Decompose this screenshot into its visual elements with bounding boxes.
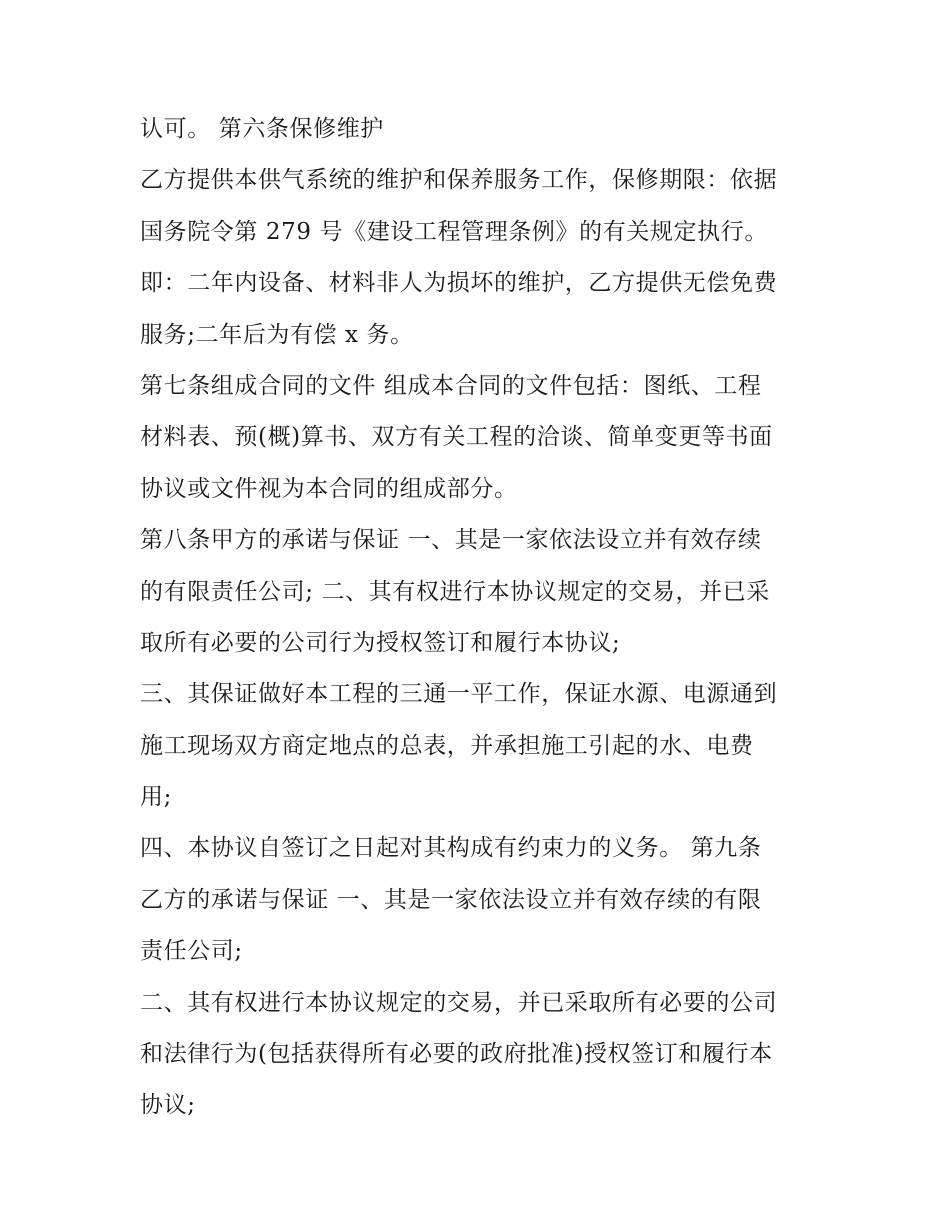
text-line: 协议或文件视为本合同的组成部分。 <box>140 475 518 502</box>
text-line: 乙方提供本供气系统的维护和保养服务工作，保修期限：依据 <box>140 167 778 194</box>
text-line: 的有限责任公司; 二、其有权进行本协议规定的交易，并已采 <box>140 578 770 605</box>
text-line: 四、本协议自签订之日起对其构成有约束力的义务。 第九条 <box>140 835 762 862</box>
text-line: 协议; <box>140 1092 196 1119</box>
document-body <box>140 104 820 1132</box>
text-line: 责任公司; <box>140 938 243 965</box>
text-line: 三、其保证做好本工程的三通一平工作，保证水源、电源通到 <box>140 681 778 708</box>
text-line: 取所有必要的公司行为授权签订和履行本协议; <box>140 629 621 656</box>
text-line: 第八条甲方的承诺与保证 一、其是一家依法设立并有效存续 <box>140 527 762 554</box>
text-line: 材料表、预(概)算书、双方有关工程的洽谈、简单变更等书面 <box>140 424 773 451</box>
text-line: 二、其有权进行本协议规定的交易，并已采取所有必要的公司 <box>140 989 778 1016</box>
text-line: 服务;二年后为有偿 x 务。 <box>140 321 414 348</box>
text-line: 乙方的承诺与保证 一、其是一家依法设立并有效存续的有限 <box>140 886 762 913</box>
text-line: 施工现场双方商定地点的总表，并承担施工引起的水、电费 <box>140 732 754 759</box>
text-line: 和法律行为(包括获得所有必要的政府批准)授权签订和履行本 <box>140 1041 773 1068</box>
text-line: 用; <box>140 784 172 811</box>
text-line: 认可。 第六条保修维护 <box>140 116 384 142</box>
text-line: 即：二年内设备、材料非人为损坏的维护，乙方提供无偿免费 <box>140 270 778 297</box>
text-line: 国务院令第 279 号《建设工程管理条例》的有关规定执行。 <box>140 218 768 245</box>
text-line: 第七条组成合同的文件 组成本合同的文件包括：图纸、工程 <box>140 372 762 399</box>
